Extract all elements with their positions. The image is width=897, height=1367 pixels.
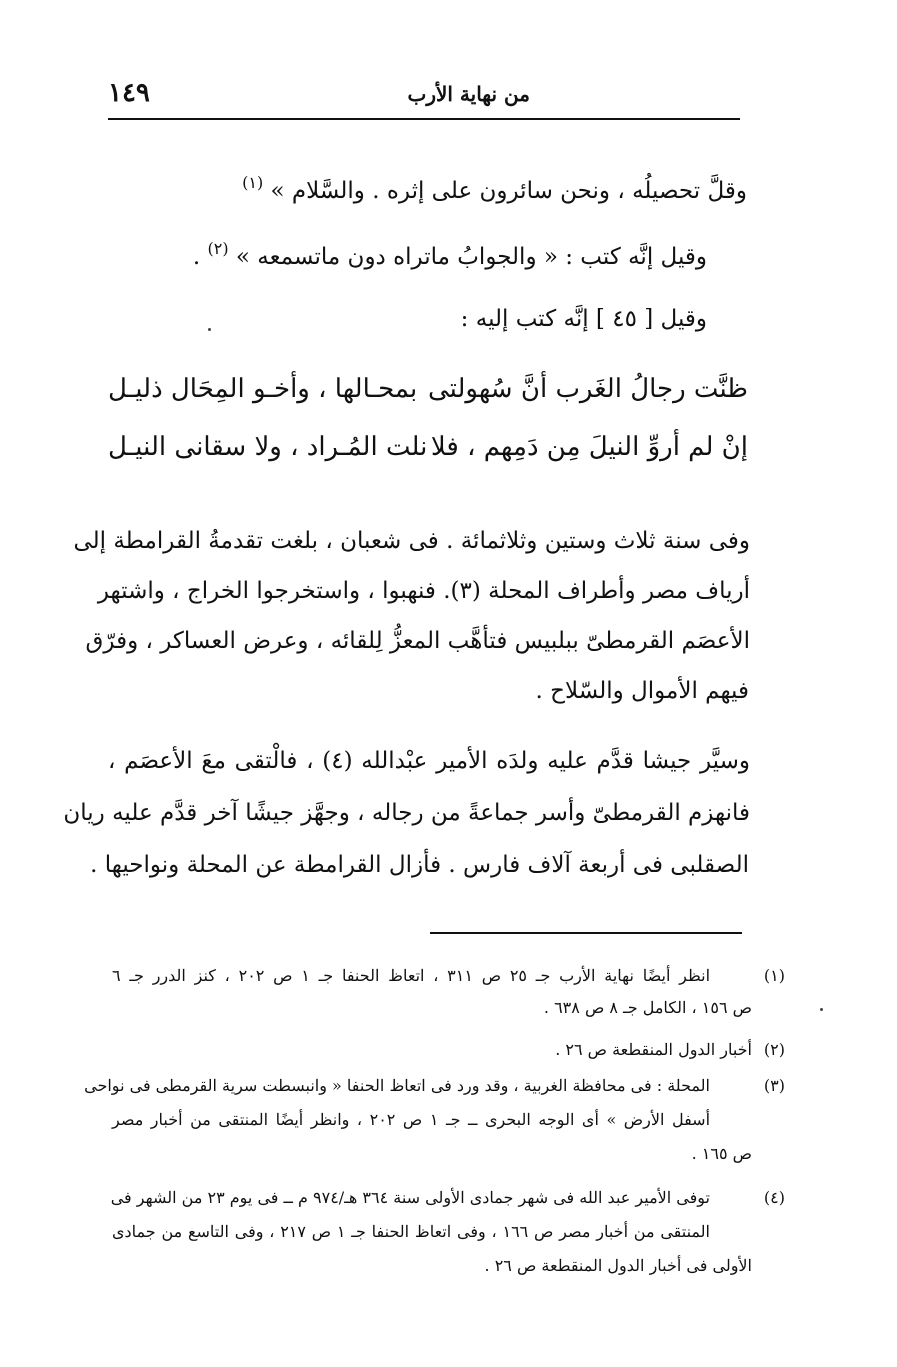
body-line-2: [192, 239, 707, 270]
footnote-ref-2: (٢): [207, 239, 229, 258]
body-line-2-text: وقيل إنَّه كتب : « والجوابُ ماتراه دون ماتسمعه »: [235, 244, 707, 270]
running-title: من نهاية الأرب: [407, 82, 530, 106]
body-line-1-text: وقلَّ تحصيلُه ، ونحن سائرون على إثره . والسَّلام »: [270, 178, 747, 204]
para2-line-2: فانهزم القرمطىّ وأسر جماعةً من رجاله ، وجهَّز جيشًا آخر قدَّم عليه ريان: [63, 800, 750, 826]
para1-line-2: أرياف مصر وأطراف المحلة (٣). فنهبوا ، واستخرجوا الخراج ، واشتهر: [97, 578, 750, 604]
para1-line-1: وفى سنة ثلاث وستين وثلاثمائة . فى شعبان ، بلغت تقدمةُ القرامطة إلى: [73, 528, 750, 554]
footnote-4-number: (٤): [763, 1188, 785, 1207]
verse-2-second-hemistich: نلت المُـراد ، ولا سقانى النيـل: [108, 432, 428, 462]
footnote-ref-1: (١): [242, 173, 264, 192]
para2-line-1: وسيَّر جيشا قدَّم عليه ولدَه الأمير عبْدالله (٤) ، فالْتقى معَ الأعصَم ،: [108, 748, 750, 774]
footnote-1-number: (١): [763, 966, 785, 985]
verse-1-first-hemistich: ظنَّت رجالُ الغَرب أنَّ سُهولتى: [427, 374, 748, 404]
footnote-4-line-1: توفى الأمير عبد الله فى شهر جمادى الأولى سنة ٣٦٤ هـ/٩٧٤ م ــ فى يوم ٢٣ من الشهر فى: [110, 1188, 710, 1207]
footnote-4-line-2: المنتقى من أخبار مصر ص ١٦٦ ، وفى اتعاظ الحنفا جـ ١ ص ٢١٧ ، وفى التاسع من جمادى: [112, 1222, 711, 1241]
footnote-3-line-3: ص ١٦٥ .: [691, 1144, 752, 1163]
scan-speck: [208, 328, 211, 331]
body-line-3: [461, 306, 707, 332]
page-number: ١٤٩: [108, 78, 150, 108]
footnote-3-line-2: أسفل الأرض » أى الوجه البحرى ــ جـ ١ ص ٢٠٢ ، وانظر أيضًا المنتقى من أخبار مصر: [112, 1110, 711, 1129]
body-line-2-end: .: [192, 244, 201, 270]
footnote-3-line-1: المحلة : فى محافظة الغربية ، وقد ورد فى اتعاظ الحنفا « وانبسطت سرية القرمطى فى نواحى: [84, 1076, 710, 1095]
body-line-3-text: وقيل [ ٤٥ ] إنَّه كتب إليه :: [460, 306, 707, 332]
footnote-4-line-3: الأولى فى أخبار الدول المنقطعة ص ٢٦ .: [484, 1256, 752, 1275]
verse-1-second-hemistich: بمحـالها ، وأخـو المِحَال ذليـل: [108, 374, 418, 404]
page-header: [108, 72, 740, 120]
footnote-1-line-2: ص ١٥٦ ، الكامل جـ ٨ ص ٦٣٨ .: [543, 998, 752, 1017]
verse-line-2: [108, 432, 748, 476]
verse-2-first-hemistich: إنْ لم أروِّ النيلَ مِن دَمِهم ، فلا: [430, 432, 748, 462]
body-line-1: [242, 173, 747, 204]
scan-speck: [820, 1008, 823, 1011]
footnote-separator: [430, 932, 742, 934]
para1-line-3: الأعصَم القرمطىّ ببلبيس فتأهَّب المعزُّ لِلقائه ، وعرض العساكر ، وفرّق: [85, 628, 750, 654]
footnote-2-number: (٢): [763, 1040, 785, 1059]
footnote-2-line-1: أخبار الدول المنقطعة ص ٢٦ .: [555, 1040, 752, 1059]
header-rule: [108, 118, 740, 120]
footnote-3-number: (٣): [763, 1076, 785, 1095]
para2-line-3: الصقلبى فى أربعة آلاف فارس . فأزال القرامطة عن المحلة ونواحيها .: [90, 852, 749, 878]
footnote-1-line-1: انظر أيضًا نهاية الأرب جـ ٢٥ ص ٣١١ ، اتعاظ الحنفا جـ ١ ص ٢٠٢ ، كنز الدرر جـ ٦: [112, 966, 711, 985]
para1-line-4: فيهم الأموال والسّلاح .: [535, 678, 749, 704]
verse-line-1: [108, 374, 748, 418]
